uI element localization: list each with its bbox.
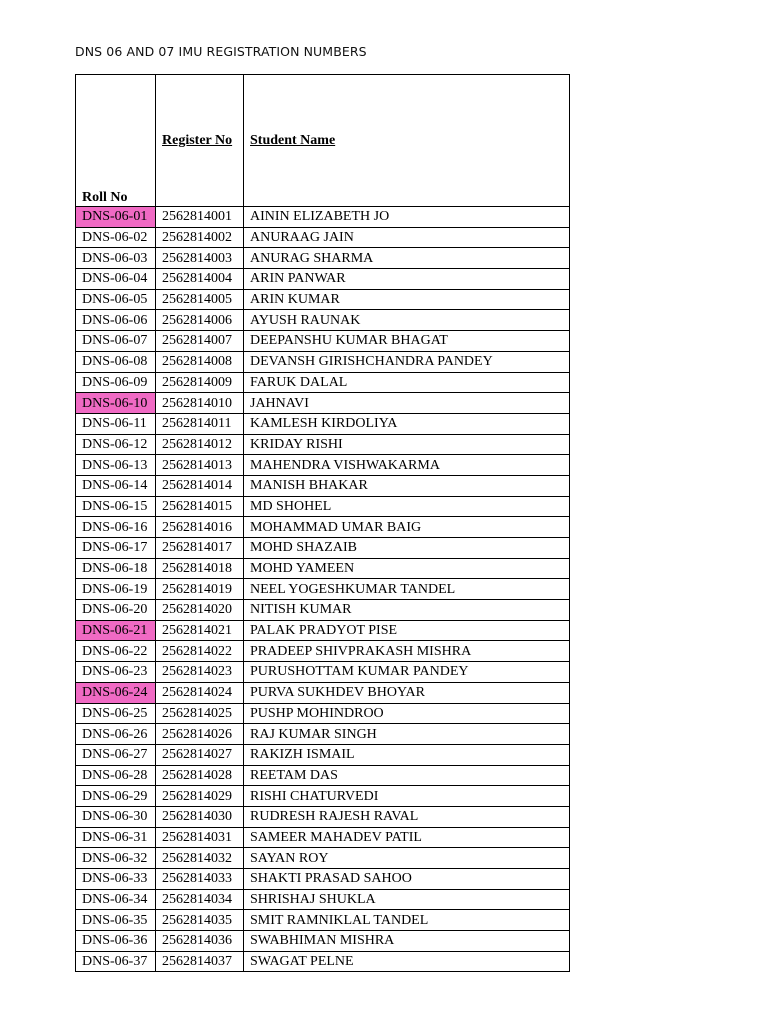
student-name-cell: SWABHIMAN MISHRA — [244, 931, 570, 952]
student-name-cell: AININ ELIZABETH JO — [244, 207, 570, 228]
table-row — [76, 413, 570, 434]
table-row — [76, 372, 570, 393]
student-name-cell: AYUSH RAUNAK — [244, 310, 570, 331]
student-name-cell: PRADEEP SHIVPRAKASH MISHRA — [244, 641, 570, 662]
roll-no-cell: DNS-06-04 — [76, 269, 156, 290]
register-no-cell: 2562814008 — [156, 351, 244, 372]
table-row — [76, 682, 570, 703]
roll-no-cell: DNS-06-11 — [76, 413, 156, 434]
student-name-cell: PALAK PRADYOT PISE — [244, 620, 570, 641]
roll-no-cell: DNS-06-10 — [76, 393, 156, 414]
student-name-cell: SMIT RAMNIKLAL TANDEL — [244, 910, 570, 931]
table-row — [76, 848, 570, 869]
table-row — [76, 889, 570, 910]
table-row — [76, 269, 570, 290]
header-student-name — [244, 75, 570, 207]
student-name-cell: ANURAAG JAIN — [244, 227, 570, 248]
table-row — [76, 827, 570, 848]
roll-no-cell: DNS-06-17 — [76, 538, 156, 559]
register-no-cell: 2562814023 — [156, 662, 244, 683]
roll-no-cell: DNS-06-18 — [76, 558, 156, 579]
table-row — [76, 931, 570, 952]
register-no-cell: 2562814005 — [156, 289, 244, 310]
roll-no-cell: DNS-06-33 — [76, 869, 156, 890]
roll-no-cell: DNS-06-29 — [76, 786, 156, 807]
register-no-cell: 2562814033 — [156, 869, 244, 890]
table-row — [76, 786, 570, 807]
student-name-cell: KRIDAY RISHI — [244, 434, 570, 455]
roll-no-cell: DNS-06-16 — [76, 517, 156, 538]
student-name-cell: MD SHOHEL — [244, 496, 570, 517]
student-name-cell: ARIN KUMAR — [244, 289, 570, 310]
table-row — [76, 434, 570, 455]
roll-no-cell: DNS-06-28 — [76, 765, 156, 786]
student-name-cell: NITISH KUMAR — [244, 600, 570, 621]
table-row — [76, 248, 570, 269]
roll-no-cell: DNS-06-37 — [76, 951, 156, 972]
register-no-cell: 2562814012 — [156, 434, 244, 455]
student-name-cell: PUSHP MOHINDROO — [244, 703, 570, 724]
register-no-cell: 2562814020 — [156, 600, 244, 621]
table-row — [76, 351, 570, 372]
register-no-cell: 2562814027 — [156, 744, 244, 765]
roll-no-cell: DNS-06-36 — [76, 931, 156, 952]
register-no-cell: 2562814032 — [156, 848, 244, 869]
register-no-cell: 2562814031 — [156, 827, 244, 848]
register-no-cell: 2562814024 — [156, 682, 244, 703]
student-name-cell: MOHD YAMEEN — [244, 558, 570, 579]
roll-no-cell: DNS-06-12 — [76, 434, 156, 455]
table-row — [76, 455, 570, 476]
header-roll-no: Roll No — [76, 75, 156, 207]
roll-no-cell: DNS-06-35 — [76, 910, 156, 931]
register-no-cell: 2562814036 — [156, 931, 244, 952]
student-name-cell: ARIN PANWAR — [244, 269, 570, 290]
register-no-cell: 2562814013 — [156, 455, 244, 476]
student-name-cell: REETAM DAS — [244, 765, 570, 786]
register-no-cell: 2562814025 — [156, 703, 244, 724]
table-row — [76, 910, 570, 931]
roll-no-cell: DNS-06-07 — [76, 331, 156, 352]
register-no-cell: 2562814015 — [156, 496, 244, 517]
table-header — [76, 75, 570, 207]
header-register-no — [156, 75, 244, 207]
register-no-cell: 2562814017 — [156, 538, 244, 559]
student-name-cell: RISHI CHATURVEDI — [244, 786, 570, 807]
student-name-cell: MANISH BHAKAR — [244, 475, 570, 496]
register-no-cell: 2562814010 — [156, 393, 244, 414]
table-body — [76, 207, 570, 972]
header-register-no-label: Register No — [162, 132, 233, 148]
student-name-cell: PURUSHOTTAM KUMAR PANDEY — [244, 662, 570, 683]
roll-no-cell: DNS-06-19 — [76, 579, 156, 600]
roll-no-cell: DNS-06-22 — [76, 641, 156, 662]
table-row — [76, 289, 570, 310]
student-name-cell: NEEL YOGESHKUMAR TANDEL — [244, 579, 570, 600]
table-row — [76, 724, 570, 745]
register-no-cell: 2562814028 — [156, 765, 244, 786]
student-name-cell: RAJ KUMAR SINGH — [244, 724, 570, 745]
table-row — [76, 951, 570, 972]
roll-no-cell: DNS-06-31 — [76, 827, 156, 848]
table-row — [76, 538, 570, 559]
roll-no-cell: DNS-06-21 — [76, 620, 156, 641]
student-name-cell: SHAKTI PRASAD SAHOO — [244, 869, 570, 890]
register-no-cell: 2562814004 — [156, 269, 244, 290]
student-name-cell: MAHENDRA VISHWAKARMA — [244, 455, 570, 476]
table-row — [76, 310, 570, 331]
register-no-cell: 2562814006 — [156, 310, 244, 331]
table-row — [76, 662, 570, 683]
roll-no-cell: DNS-06-14 — [76, 475, 156, 496]
roll-no-cell: DNS-06-02 — [76, 227, 156, 248]
student-name-cell: ANURAG SHARMA — [244, 248, 570, 269]
roll-no-cell: DNS-06-25 — [76, 703, 156, 724]
register-no-cell: 2562814016 — [156, 517, 244, 538]
register-no-cell: 2562814037 — [156, 951, 244, 972]
table-row — [76, 475, 570, 496]
student-name-cell: RUDRESH RAJESH RAVAL — [244, 806, 570, 827]
student-name-cell: DEEPANSHU KUMAR BHAGAT — [244, 331, 570, 352]
roll-no-cell: DNS-06-15 — [76, 496, 156, 517]
roll-no-cell: DNS-06-09 — [76, 372, 156, 393]
student-name-cell: SHRISHAJ SHUKLA — [244, 889, 570, 910]
table-row — [76, 331, 570, 352]
roll-no-cell: DNS-06-30 — [76, 806, 156, 827]
table-row — [76, 869, 570, 890]
roll-no-cell: DNS-06-03 — [76, 248, 156, 269]
table-row — [76, 641, 570, 662]
register-no-cell: 2562814014 — [156, 475, 244, 496]
roll-no-cell: DNS-06-32 — [76, 848, 156, 869]
register-no-cell: 2562814001 — [156, 207, 244, 228]
student-name-cell: JAHNAVI — [244, 393, 570, 414]
table-row — [76, 765, 570, 786]
roll-no-cell: DNS-06-23 — [76, 662, 156, 683]
student-name-cell: PURVA SUKHDEV BHOYAR — [244, 682, 570, 703]
table-row — [76, 600, 570, 621]
table-row — [76, 393, 570, 414]
register-no-cell: 2562814011 — [156, 413, 244, 434]
header-student-name-label: Student Name — [250, 132, 336, 148]
registration-table — [75, 74, 570, 972]
roll-no-cell: DNS-06-08 — [76, 351, 156, 372]
student-name-cell: FARUK DALAL — [244, 372, 570, 393]
student-name-cell: SAYAN ROY — [244, 848, 570, 869]
register-no-cell: 2562814018 — [156, 558, 244, 579]
register-no-cell: 2562814026 — [156, 724, 244, 745]
table-row — [76, 227, 570, 248]
register-no-cell: 2562814029 — [156, 786, 244, 807]
student-name-cell: KAMLESH KIRDOLIYA — [244, 413, 570, 434]
roll-no-cell: DNS-06-06 — [76, 310, 156, 331]
roll-no-cell: DNS-06-20 — [76, 600, 156, 621]
roll-no-cell: DNS-06-13 — [76, 455, 156, 476]
roll-no-cell: DNS-06-34 — [76, 889, 156, 910]
register-no-cell: 2562814030 — [156, 806, 244, 827]
student-name-cell: MOHAMMAD UMAR BAIG — [244, 517, 570, 538]
roll-no-cell: DNS-06-27 — [76, 744, 156, 765]
table-row — [76, 517, 570, 538]
header-row — [76, 75, 570, 207]
register-no-cell: 2562814003 — [156, 248, 244, 269]
register-no-cell: 2562814021 — [156, 620, 244, 641]
student-name-cell: SWAGAT PELNE — [244, 951, 570, 972]
student-name-cell: RAKIZH ISMAIL — [244, 744, 570, 765]
student-name-cell: DEVANSH GIRISHCHANDRA PANDEY — [244, 351, 570, 372]
table-row — [76, 207, 570, 228]
register-no-cell: 2562814007 — [156, 331, 244, 352]
table-row — [76, 558, 570, 579]
table-row — [76, 496, 570, 517]
roll-no-cell: DNS-06-26 — [76, 724, 156, 745]
register-no-cell: 2562814019 — [156, 579, 244, 600]
roll-no-cell: DNS-06-24 — [76, 682, 156, 703]
student-name-cell: MOHD SHAZAIB — [244, 538, 570, 559]
student-name-cell: SAMEER MAHADEV PATIL — [244, 827, 570, 848]
table-row — [76, 579, 570, 600]
register-no-cell: 2562814035 — [156, 910, 244, 931]
roll-no-cell: DNS-06-05 — [76, 289, 156, 310]
register-no-cell: 2562814009 — [156, 372, 244, 393]
register-no-cell: 2562814022 — [156, 641, 244, 662]
table-row — [76, 744, 570, 765]
table-row — [76, 806, 570, 827]
table-row — [76, 620, 570, 641]
register-no-cell: 2562814002 — [156, 227, 244, 248]
table-row — [76, 703, 570, 724]
register-no-cell: 2562814034 — [156, 889, 244, 910]
document-title: DNS 06 AND 07 IMU REGISTRATION NUMBERS — [75, 44, 367, 59]
roll-no-cell: DNS-06-01 — [76, 207, 156, 228]
